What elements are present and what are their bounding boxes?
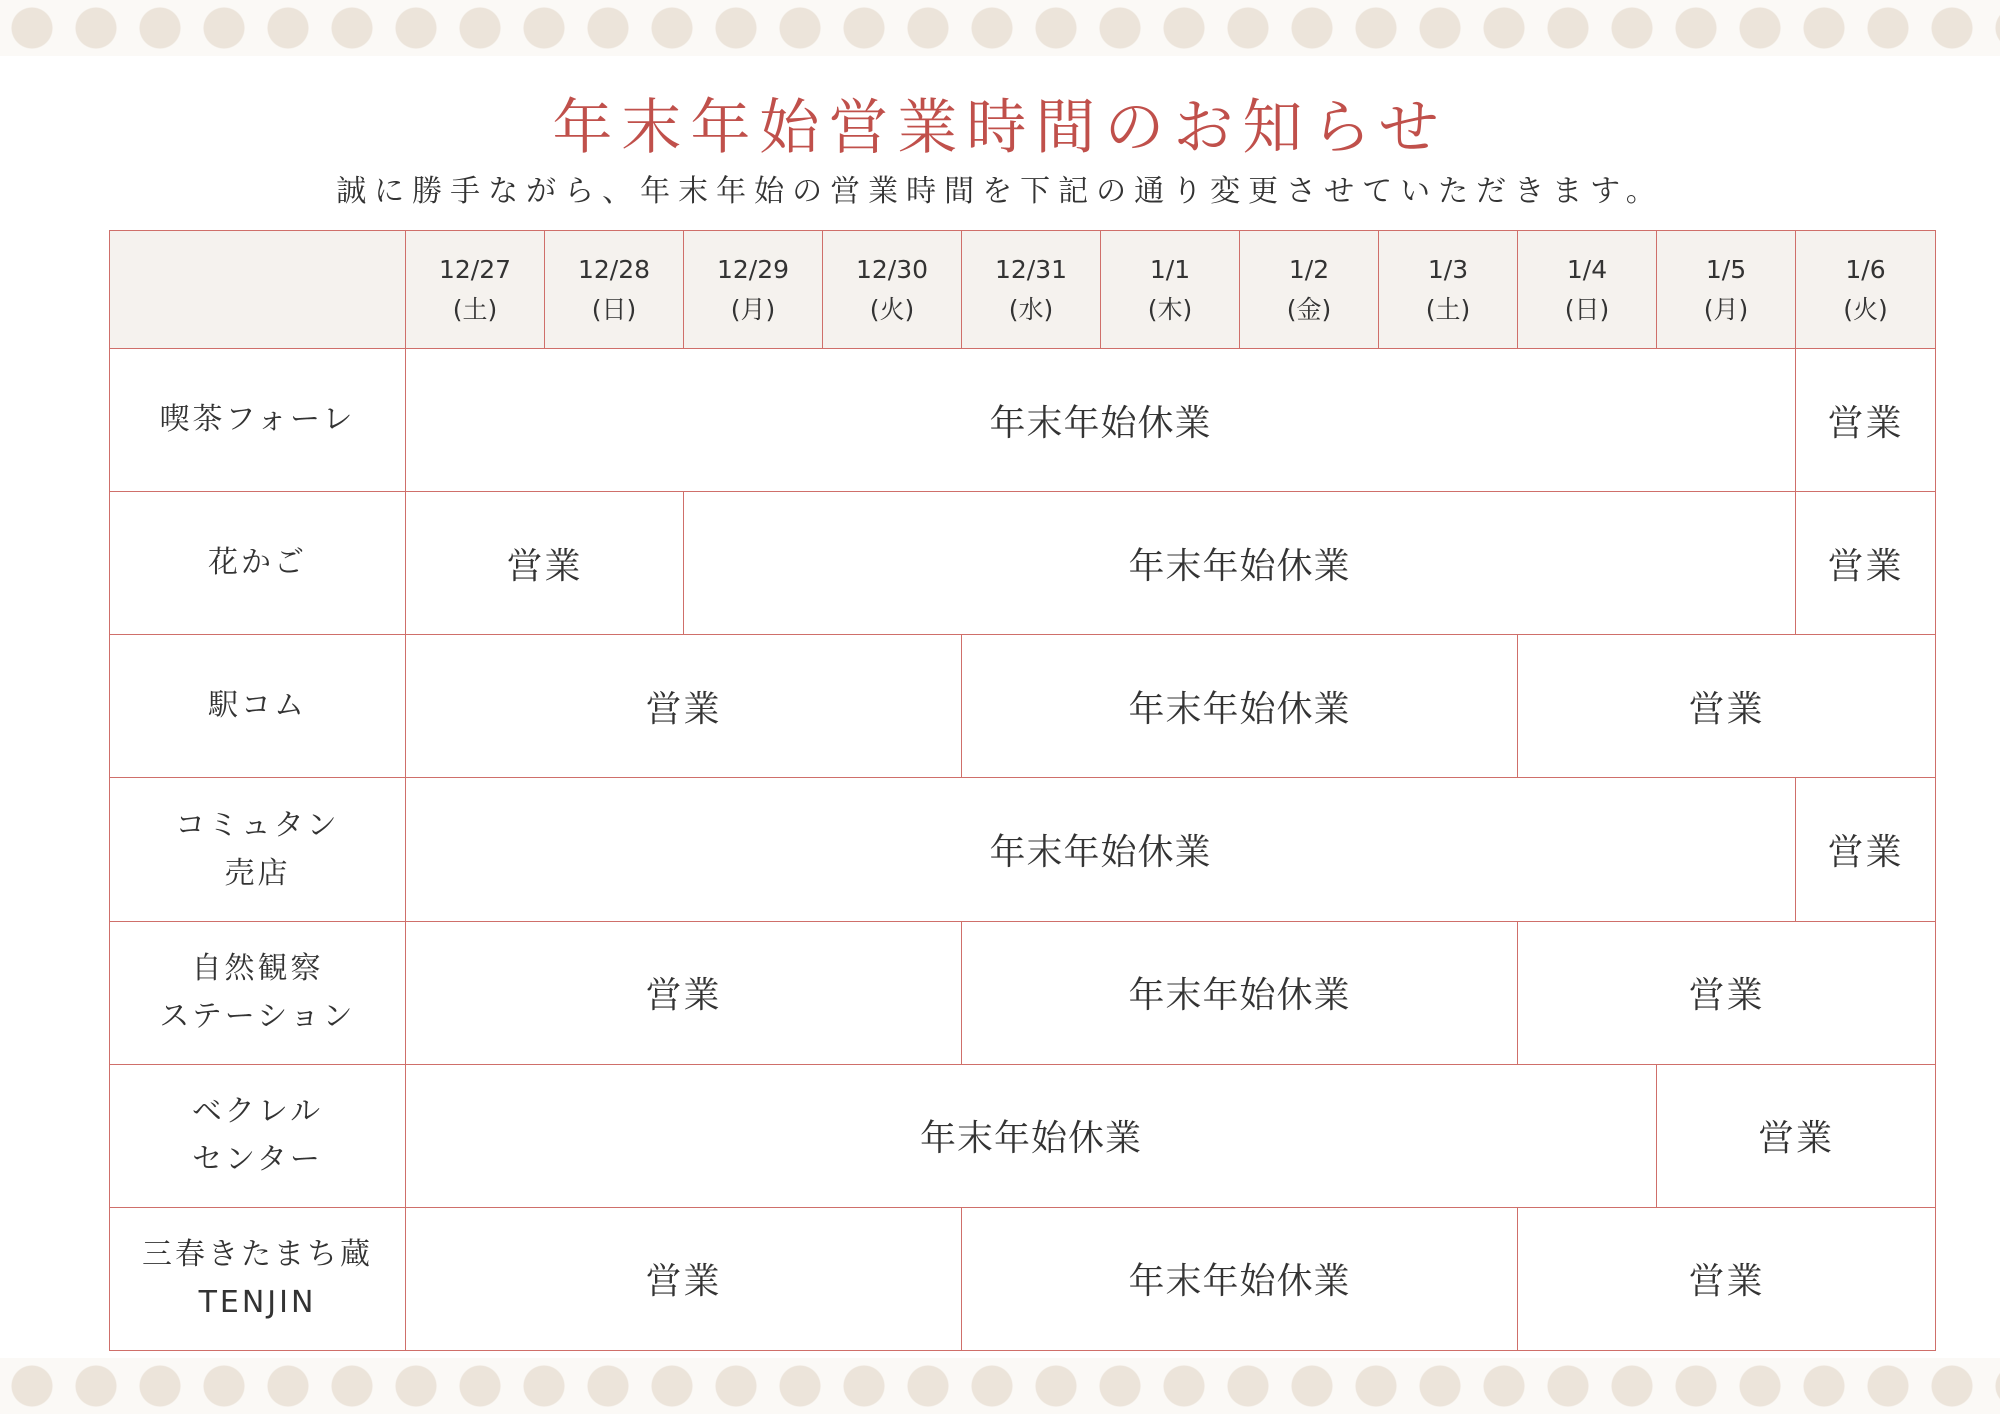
open-period-cell: 営業: [1796, 778, 1936, 921]
date-header-cell: [1379, 231, 1518, 349]
store-row: [110, 635, 1936, 778]
date-label: 1/4: [1566, 254, 1608, 284]
store-row: [110, 1064, 1936, 1207]
open-period-cell: 営業: [406, 492, 684, 635]
open-period-cell: 営業: [1518, 635, 1936, 778]
date-header-cell: [1101, 231, 1240, 349]
store-name-line: コミュタン: [175, 807, 340, 843]
weekday-label: (木): [1147, 294, 1193, 324]
closed-period-cell: 年末年始休業: [406, 1064, 1657, 1207]
date-header-cell: [1518, 231, 1657, 349]
open-period-cell: 営業: [406, 1207, 962, 1350]
weekday-label: (日): [591, 294, 637, 324]
store-name-line: 三春きたまち蔵: [142, 1236, 373, 1272]
closed-period-cell: 年末年始休業: [684, 492, 1796, 635]
date-label: 1/1: [1149, 254, 1191, 284]
closed-period-cell: 年末年始休業: [962, 635, 1518, 778]
closed-period-cell: 年末年始休業: [406, 778, 1796, 921]
date-header-cell: [1657, 231, 1796, 349]
store-name-cell: [110, 635, 406, 778]
store-name-cell: [110, 921, 406, 1064]
weekday-label: (土): [452, 294, 498, 324]
date-header-cell: [684, 231, 823, 349]
store-name-cell: [110, 349, 406, 492]
open-period-cell: 営業: [406, 635, 962, 778]
weekday-label: (火): [1843, 294, 1888, 324]
open-period-cell: 営業: [406, 921, 962, 1064]
open-period-cell: 営業: [1657, 1064, 1936, 1207]
open-period-cell: 営業: [1796, 349, 1936, 492]
open-period-cell: 営業: [1796, 492, 1936, 635]
page-subtitle: 誠に勝手ながら、年末年始の営業時間を下記の通り変更させていただきます。: [336, 174, 1664, 209]
store-name-line: 喫茶フォーレ: [159, 402, 356, 438]
weekday-label: (水): [1008, 294, 1054, 324]
store-name-line: TENJIN: [198, 1284, 317, 1320]
store-name-cell: [110, 778, 406, 921]
date-header-cell: [545, 231, 684, 349]
store-name-line: 駅コム: [208, 688, 307, 724]
store-name-line: ステーション: [159, 998, 356, 1034]
store-name-cell: [110, 1064, 406, 1207]
weekday-label: (土): [1425, 294, 1471, 324]
date-header-cell: [406, 231, 545, 349]
date-header-cell: [962, 231, 1101, 349]
closed-period-cell: 年末年始休業: [962, 1207, 1518, 1350]
date-label: 1/5: [1705, 254, 1747, 284]
store-name-line: 売店: [224, 855, 291, 891]
date-label: 12/29: [716, 254, 790, 284]
date-label: 12/27: [438, 254, 512, 284]
date-header-cell: [823, 231, 962, 349]
open-period-cell: 営業: [1518, 921, 1936, 1064]
date-label: 12/30: [855, 254, 929, 284]
store-row: [110, 1207, 1936, 1350]
store-name-cell: [110, 1207, 406, 1350]
store-name-line: 自然観察: [191, 950, 324, 986]
weekday-label: (月): [1703, 294, 1749, 324]
closed-period-cell: 年末年始休業: [406, 349, 1796, 492]
date-header-cell: [1240, 231, 1379, 349]
schedule-table: [109, 230, 1936, 1351]
closed-period-cell: 年末年始休業: [962, 921, 1518, 1064]
weekday-label: (火): [869, 294, 915, 324]
decorative-pattern-top: [0, 0, 2000, 56]
date-header-row: [110, 231, 1936, 349]
date-label: 1/3: [1427, 254, 1469, 284]
open-period-cell: 営業: [1518, 1207, 1936, 1350]
date-label: 12/28: [577, 254, 651, 284]
store-name-line: 花かご: [208, 545, 307, 581]
date-label: 1/2: [1288, 254, 1330, 284]
weekday-label: (月): [730, 294, 776, 324]
page-title: 年末年始営業時間のお知らせ: [552, 93, 1448, 163]
date-label: 1/6: [1845, 254, 1886, 284]
weekday-label: (金): [1286, 294, 1332, 324]
corner-cell: [110, 231, 406, 349]
decorative-pattern-bottom: [0, 1358, 2000, 1414]
store-name-cell: [110, 492, 406, 635]
store-row: [110, 921, 1936, 1064]
store-row: [110, 492, 1936, 635]
store-row: [110, 349, 1936, 492]
store-name-line: ベクレル: [191, 1093, 324, 1129]
store-row: [110, 778, 1936, 921]
weekday-label: (日): [1564, 294, 1610, 324]
date-header-cell: [1796, 231, 1936, 349]
store-name-line: センター: [192, 1141, 323, 1177]
date-label: 12/31: [994, 254, 1068, 284]
